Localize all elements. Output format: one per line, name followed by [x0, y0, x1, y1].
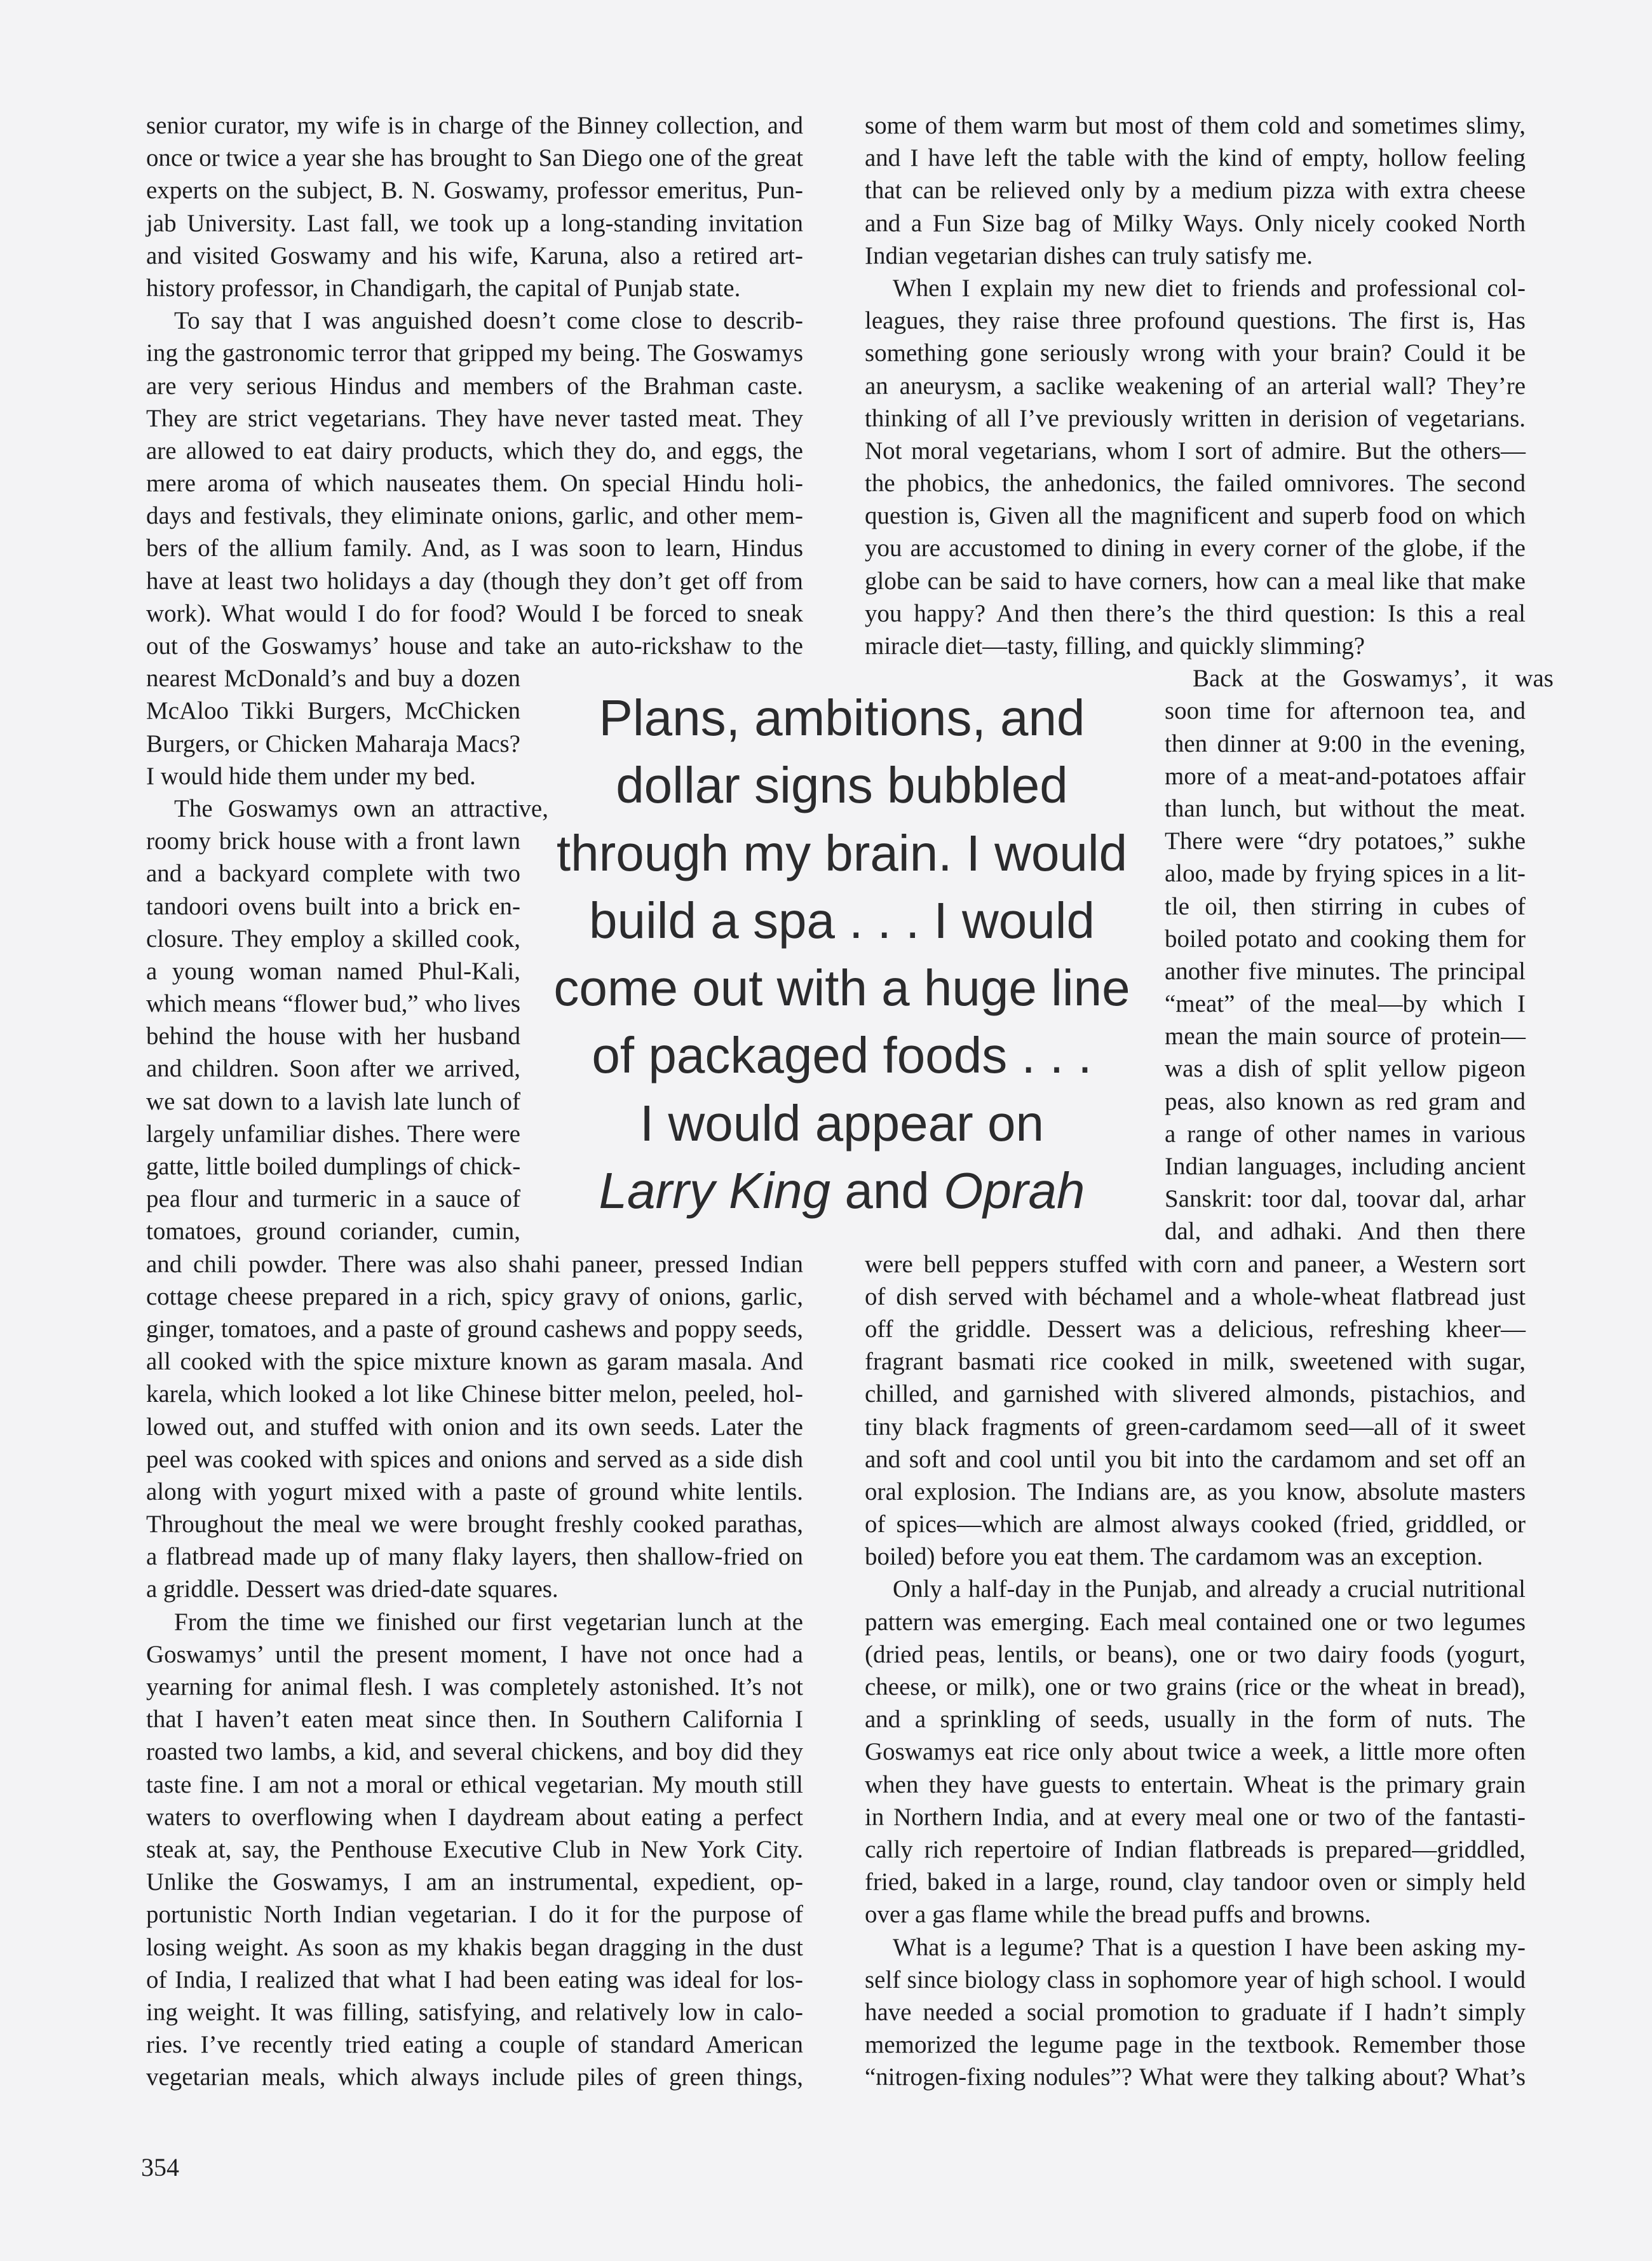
- text-line-content: karela, which looked a lot like Chinese bitter melon, peeled, hol-: [146, 1380, 803, 1408]
- text-line-content: largely unfamiliar dishes. There were: [146, 1120, 520, 1148]
- text-line-content: another five minutes. The principal: [1165, 957, 1526, 985]
- text-line-content: all cooked with the spice mixture known as garam masala. And: [146, 1348, 803, 1376]
- text-line-content: To say that I was anguished doesn’t come close to describ-: [174, 307, 803, 335]
- text-line-content: and visited Goswamy and his wife, Karuna, also a retired art-: [146, 241, 803, 269]
- text-line-content: yearning for animal flesh. I was completely astonished. It’s not: [146, 1673, 803, 1701]
- text-line-content: of spices—which are almost always cooked (fried, griddled, or: [865, 1511, 1526, 1538]
- text-line-content: Throughout the meal we were brought freshly cooked parathas,: [146, 1511, 803, 1538]
- text-line-content: boiled) before you eat them. The cardamom was an exception.: [865, 1543, 1483, 1571]
- text-line-content: mere aroma of which nauseates them. On special Hindu holi-: [146, 470, 803, 498]
- text-line-content: Burgers, or Chicken Maharaja Macs?: [146, 730, 520, 757]
- text-line: [865, 1931, 1526, 1964]
- text-line: [146, 825, 520, 857]
- text-line: [146, 1833, 803, 1866]
- text-line-content: are allowed to eat dairy products, which they do, and eggs, the: [146, 437, 803, 465]
- pull-quote-text: come out with a huge line: [553, 960, 1130, 1017]
- text-line-content: Indian languages, including ancient: [1165, 1153, 1526, 1180]
- text-line-content: we sat down to a lavish late lunch of: [146, 1087, 520, 1115]
- text-line: [865, 1540, 1526, 1573]
- text-line-content: have needed a social promotion to graduate if I hadn’t simply: [865, 1998, 1526, 2026]
- text-line: [146, 1931, 803, 1964]
- text-line: [146, 1606, 803, 1638]
- text-line: [146, 1443, 803, 1476]
- text-line: [865, 1964, 1526, 1996]
- text-line-content: and soft and cool until you bit into the cardamom and set off an: [865, 1445, 1526, 1473]
- text-line-content: ing the gastronomic terror that gripped my being. The Goswamys: [146, 339, 803, 367]
- text-line: [1165, 662, 1554, 695]
- text-line: [865, 402, 1526, 435]
- text-line-content: dal, and adhaki. And then there: [1165, 1218, 1526, 1246]
- text-line-content: tomatoes, ground coriander, cumin,: [146, 1218, 520, 1246]
- text-line: [146, 955, 520, 988]
- text-line-content: and a Fun Size bag of Milky Ways. Only nicely cooked North: [865, 209, 1526, 237]
- text-line: [146, 988, 520, 1020]
- text-line-content: taste fine. I am not a moral or ethical vegetarian. My mouth still: [146, 1770, 803, 1798]
- text-line-content: chilled, and garnished with slivered almonds, pistachios, and: [865, 1380, 1526, 1408]
- text-line-content: you are accustomed to dining in every corner of the globe, if the: [865, 534, 1526, 562]
- text-line: [146, 1476, 803, 1508]
- text-line: [146, 207, 803, 240]
- pull-quote-text: of packaged foods . . .: [592, 1027, 1092, 1084]
- text-line-content: Only a half-day in the Punjab, and already a crucial nutritional: [893, 1575, 1526, 1603]
- text-line: [146, 1118, 520, 1150]
- text-line-content: They are strict vegetarians. They have never tasted meat. They: [146, 404, 803, 432]
- text-line: [1165, 1052, 1526, 1085]
- text-line: [865, 1248, 1526, 1280]
- text-line-content: than lunch, but without the meat.: [1165, 794, 1526, 822]
- text-line-content: There were “dry potatoes,” sukhe: [1165, 827, 1526, 855]
- text-line: [146, 1313, 803, 1345]
- text-line-content: a griddle. Dessert was dried-date squares.: [146, 1575, 559, 1603]
- text-line: [865, 1833, 1526, 1866]
- text-line-content: along with yogurt mixed with a paste of ground white lentils.: [146, 1477, 803, 1505]
- show-title-oprah: Oprah: [944, 1162, 1085, 1219]
- text-line: [865, 1898, 1526, 1931]
- text-line-content: ing weight. It was filling, satisfying, and relatively low in calo-: [146, 1998, 803, 2026]
- text-line: [865, 1769, 1526, 1801]
- text-line: [865, 565, 1526, 597]
- text-line-content: of India, I realized that what I had been eating was ideal for los-: [146, 1966, 803, 1993]
- pull-quote-line: [546, 752, 1137, 819]
- text-line-content: soon time for afternoon tea, and: [1165, 697, 1526, 725]
- text-line-content: senior curator, my wife is in charge of the Binney collection, and: [146, 112, 803, 139]
- text-line: [865, 1476, 1526, 1508]
- text-line-content: Goswamys eat rice only about twice a week, a little more often: [865, 1738, 1526, 1766]
- text-line-content: of dish served with béchamel and a whole-wheat flatbread just: [865, 1282, 1526, 1310]
- text-line: [865, 435, 1526, 467]
- text-line-content: experts on the subject, B. N. Goswamy, professor emeritus, Pun-: [146, 177, 803, 205]
- text-line-content: cottage cheese prepared in a rich, spicy gravy of onions, garlic,: [146, 1282, 803, 1310]
- text-line-content: From the time we finished our first vegetarian lunch at the: [174, 1608, 803, 1636]
- text-line: [865, 1606, 1526, 1638]
- text-line-content: cheese, or milk), one or two grains (rice or the wheat in bread),: [865, 1673, 1526, 1701]
- text-line: [146, 2028, 803, 2061]
- text-line-content: Not moral vegetarians, whom I sort of admire. But the others—: [865, 437, 1526, 465]
- text-line: [865, 1443, 1526, 1476]
- text-line-content: mean the main source of protein—: [1165, 1022, 1526, 1050]
- text-line: [865, 272, 1526, 304]
- text-line: [146, 792, 548, 825]
- text-line-content: peel was cooked with spices and onions and served as a side dish: [146, 1445, 803, 1473]
- text-line: [865, 337, 1526, 369]
- text-line: [146, 1345, 803, 1378]
- text-line-content: more of a meat-and-potatoes affair: [1165, 762, 1526, 790]
- text-line-content: out of the Goswamys’ house and take an auto-rickshaw to the: [146, 632, 803, 660]
- text-line-content: ries. I’ve recently tried eating a couple of standard American: [146, 2031, 803, 2059]
- text-line-content: work). What would I do for food? Would I be forced to sneak: [146, 599, 803, 627]
- text-line-content: closure. They employ a skilled cook,: [146, 925, 520, 953]
- text-line-content: memorized the legume page in the textbook. Remember those: [865, 2031, 1526, 2059]
- text-line: [146, 1183, 520, 1215]
- text-line: [865, 1313, 1526, 1345]
- text-line-content: that can be relieved only by a medium pizza with extra cheese: [865, 177, 1526, 205]
- text-line: [865, 1801, 1526, 1833]
- text-line: [146, 630, 803, 662]
- text-line-content: pea flour and turmeric in a sauce of: [146, 1185, 520, 1213]
- pull-quote-line: [546, 1022, 1137, 1089]
- text-line: [146, 370, 803, 402]
- text-line: [865, 304, 1526, 337]
- text-line: [146, 272, 803, 304]
- text-line: [146, 1996, 803, 2028]
- text-line: [1165, 1215, 1526, 1247]
- text-line: [146, 695, 520, 727]
- text-line-content: in Northern India, and at every meal one or two of the fantasti-: [865, 1803, 1526, 1831]
- text-line: [146, 1508, 803, 1540]
- text-line: [146, 109, 803, 142]
- text-line: [1165, 1118, 1526, 1150]
- text-line-content: cally rich repertoire of Indian flatbreads is prepared—griddled,: [865, 1835, 1526, 1863]
- text-line-content: ginger, tomatoes, and a paste of ground cashews and poppy seeds,: [146, 1315, 803, 1343]
- text-line: [865, 1508, 1526, 1540]
- text-line: [865, 1996, 1526, 2028]
- text-line-content: something gone seriously wrong with your brain? Could it be: [865, 339, 1526, 367]
- text-line: [146, 402, 803, 435]
- text-line: [146, 923, 520, 955]
- text-line-content: jab University. Last fall, we took up a long-standing invitation: [146, 209, 803, 237]
- text-line-content: and children. Soon after we arrived,: [146, 1055, 520, 1083]
- pull-quote-line: [546, 820, 1137, 887]
- text-line-content: bers of the allium family. And, as I was soon to learn, Hindus: [146, 534, 803, 562]
- text-line-content: McAloo Tikki Burgers, McChicken: [146, 697, 520, 725]
- text-line-content: over a gas flame while the bread puffs and browns.: [865, 1901, 1371, 1929]
- text-line: [146, 435, 803, 467]
- text-line: [146, 1638, 803, 1671]
- pull-quote-text: build a spa . . . I would: [588, 892, 1095, 949]
- text-line: [146, 499, 803, 532]
- text-line-content: Sanskrit: toor dal, toovar dal, arhar: [1165, 1185, 1526, 1213]
- text-line-content: vegetarian meals, which always include piles of green things,: [146, 2063, 803, 2091]
- text-line-content: roomy brick house with a front lawn: [146, 827, 520, 855]
- pull-quote-line: [546, 954, 1137, 1022]
- text-line-content: What is a legume? That is a question I have been asking my-: [893, 1933, 1526, 1961]
- text-line: [865, 499, 1526, 532]
- text-line: [865, 207, 1526, 240]
- text-line-content: boiled potato and cooking them for: [1165, 925, 1526, 953]
- text-line: [1165, 1150, 1526, 1183]
- text-line-content: Goswamys’ until the present moment, I have not once had a: [146, 1640, 803, 1668]
- text-line: [1165, 728, 1526, 760]
- text-line-content: “nitrogen-fixing nodules”? What were they talking about? What’s: [865, 2063, 1526, 2091]
- text-line: [146, 1866, 803, 1898]
- text-line: [865, 597, 1526, 630]
- text-line-content: lowed out, and stuffed with onion and its own seeds. Later the: [146, 1413, 803, 1441]
- text-line-content: and a sprinkling of seeds, usually in the form of nuts. The: [865, 1706, 1526, 1734]
- pull-quote-text: dollar signs bubbled: [616, 757, 1068, 814]
- text-line: [146, 240, 803, 272]
- text-line-content: The Goswamys own an attractive,: [174, 794, 548, 822]
- text-line-content: some of them warm but most of them cold and sometimes slimy,: [865, 112, 1526, 139]
- text-line: [146, 304, 803, 337]
- text-line-content: have at least two holidays a day (though they don’t get off from: [146, 567, 803, 595]
- text-line: [146, 1801, 803, 1833]
- text-line-content: question is, Given all the magnificent and superb food on which: [865, 502, 1526, 530]
- text-line-content: roasted two lambs, a kid, and several chickens, and boy did they: [146, 1738, 803, 1766]
- text-line: [146, 1085, 520, 1118]
- text-line: [1165, 1020, 1526, 1052]
- pull-quote-line: [546, 1157, 1137, 1225]
- text-line-content: losing weight. As soon as my khakis began dragging in the dust: [146, 1933, 803, 1961]
- text-line-content: when they have guests to entertain. Wheat is the primary grain: [865, 1770, 1526, 1798]
- text-line: [146, 174, 803, 207]
- pull-quote-line: [546, 887, 1137, 954]
- pull-quote-text: through my brain. I would: [556, 824, 1128, 881]
- text-line-content: were bell peppers stuffed with corn and paneer, a Western sort: [865, 1250, 1526, 1278]
- text-line: [1165, 695, 1526, 727]
- text-line-content: thinking of all I’ve previously written in derision of vegetarians.: [865, 404, 1526, 432]
- text-line: [865, 532, 1526, 564]
- pull-quote-text: Plans, ambitions, and: [599, 689, 1085, 746]
- text-line: [146, 1898, 803, 1931]
- text-line-content: aloo, made by frying spices in a lit-: [1165, 860, 1526, 888]
- text-line-content: pattern was emerging. Each meal contained one or two legumes: [865, 1608, 1526, 1636]
- text-line: [865, 2028, 1526, 2061]
- text-line: [146, 1215, 520, 1247]
- text-line: [146, 890, 520, 923]
- text-line-content: (dried peas, lentils, or beans), one or two dairy foods (yogurt,: [865, 1640, 1526, 1668]
- text-line: [1165, 760, 1526, 792]
- text-line-content: then dinner at 9:00 in the evening,: [1165, 730, 1526, 757]
- text-line: [1165, 890, 1526, 923]
- text-line-content: was a dish of split yellow pigeon: [1165, 1055, 1526, 1083]
- text-line-content: Back at the Goswamys’, it was: [1193, 665, 1554, 693]
- text-line: [146, 532, 803, 564]
- text-line-content: a range of other names in various: [1165, 1120, 1526, 1148]
- text-line: [865, 370, 1526, 402]
- text-line: [865, 1378, 1526, 1410]
- text-line-content: fried, baked in a large, round, clay tandoor oven or simply held: [865, 1868, 1526, 1896]
- text-line-content: leagues, they raise three profound questions. The first is, Has: [865, 307, 1526, 335]
- text-line: [865, 1735, 1526, 1768]
- text-line-content: history professor, in Chandigarh, the capital of Punjab state.: [146, 274, 741, 302]
- text-line: [146, 1769, 803, 1801]
- text-line: [865, 1345, 1526, 1378]
- text-line-content: an aneurysm, a saclike weakening of an arterial wall? They’re: [865, 372, 1526, 400]
- text-line-content: portunistic North Indian vegetarian. I do it for the purpose of: [146, 1901, 803, 1929]
- text-line: [865, 467, 1526, 499]
- text-line: [865, 2061, 1526, 2093]
- text-line-content: gatte, little boiled dumplings of chick-: [146, 1153, 520, 1180]
- text-line: [146, 565, 803, 597]
- text-line: [146, 1964, 803, 1996]
- text-line: [146, 1411, 803, 1443]
- text-line: [146, 467, 803, 499]
- text-line: [146, 1280, 803, 1313]
- text-line: [146, 1671, 803, 1703]
- text-line-content: steak at, say, the Penthouse Executive Club in New York City.: [146, 1835, 803, 1863]
- text-line: [1165, 825, 1526, 857]
- pull-quote: [546, 684, 1137, 1225]
- text-line: [865, 1411, 1526, 1443]
- text-line: [146, 1735, 803, 1768]
- text-line: [865, 630, 1526, 662]
- text-line-content: Indian vegetarian dishes can truly satisfy me.: [865, 241, 1313, 269]
- text-line: [1165, 923, 1526, 955]
- text-line-content: days and festivals, they eliminate onions, garlic, and other mem-: [146, 502, 803, 530]
- text-line: [865, 1573, 1526, 1605]
- text-line: [146, 760, 520, 792]
- text-line-content: tiny black fragments of green-cardamom seed—all of it sweet: [865, 1413, 1526, 1441]
- pull-quote-line: [546, 684, 1137, 752]
- text-line-content: nearest McDonald’s and buy a dozen: [146, 665, 520, 693]
- text-line-content: waters to overflowing when I daydream about eating a perfect: [146, 1803, 803, 1831]
- text-line-content: fragrant basmati rice cooked in milk, sweetened with sugar,: [865, 1348, 1526, 1376]
- pull-quote-line: [546, 1090, 1137, 1157]
- text-line: [146, 1540, 803, 1573]
- text-line: [146, 1248, 803, 1280]
- text-line: [865, 240, 1526, 272]
- text-line-content: and chili powder. There was also shahi paneer, pressed Indian: [146, 1250, 803, 1278]
- text-line: [865, 142, 1526, 174]
- text-line: [146, 142, 803, 174]
- text-line: [1165, 857, 1526, 890]
- text-line-content: once or twice a year she has brought to San Diego one of the great: [146, 144, 803, 172]
- text-line-content: that I haven’t eaten meat since then. In Southern California I: [146, 1706, 803, 1734]
- text-line: [146, 2061, 803, 2093]
- text-line: [865, 1671, 1526, 1703]
- text-line-content: the phobics, the anhedonics, the failed omnivores. The second: [865, 470, 1526, 498]
- text-line-content: peas, also known as red gram and: [1165, 1087, 1526, 1115]
- text-line: [865, 174, 1526, 207]
- text-line: [865, 1638, 1526, 1671]
- pull-quote-text: I would appear on: [639, 1094, 1044, 1151]
- show-title-larry-king: Larry King: [599, 1162, 831, 1219]
- text-line: [1165, 792, 1526, 825]
- text-line-content: oral explosion. The Indians are, as you know, absolute masters: [865, 1477, 1526, 1505]
- text-line: [1165, 955, 1526, 988]
- text-line: [146, 337, 803, 369]
- text-line: [146, 728, 520, 760]
- text-line: [865, 1866, 1526, 1898]
- text-line-content: which means “flower bud,” who lives: [146, 990, 520, 1018]
- text-line-content: globe can be said to have corners, how can a meal like that make: [865, 567, 1526, 595]
- text-line-content: I would hide them under my bed.: [146, 762, 476, 790]
- text-line: [1165, 988, 1526, 1020]
- text-line-content: When I explain my new diet to friends and professional col-: [893, 274, 1526, 302]
- text-line: [146, 662, 520, 695]
- text-line: [865, 1280, 1526, 1313]
- text-line: [146, 857, 520, 890]
- text-line-content: and I have left the table with the kind of empty, hollow feeling: [865, 144, 1526, 172]
- text-line: [146, 1573, 803, 1605]
- text-line-content: are very serious Hindus and members of the Brahman caste.: [146, 372, 803, 400]
- text-line: [1165, 1085, 1526, 1118]
- text-line-content: miracle diet—tasty, filling, and quickly slimming?: [865, 632, 1365, 660]
- page-number: 354: [141, 2153, 179, 2182]
- text-line-content: tle oil, then stirring in cubes of: [1165, 892, 1526, 920]
- text-line-content: self since biology class in sophomore year of high school. I would: [865, 1966, 1526, 1993]
- text-line-content: tandoori ovens built into a brick en-: [146, 892, 520, 920]
- text-line: [146, 1150, 520, 1183]
- text-line-content: Unlike the Goswamys, I am an instrumental, expedient, op-: [146, 1868, 803, 1896]
- pull-quote-joiner: and: [844, 1162, 930, 1219]
- text-line: [146, 1703, 803, 1735]
- text-line: [146, 1378, 803, 1410]
- text-line-content: and a backyard complete with two: [146, 860, 520, 888]
- text-line: [1165, 1183, 1526, 1215]
- text-line-content: you happy? And then there’s the third question: Is this a real: [865, 599, 1526, 627]
- text-line-content: behind the house with her husband: [146, 1022, 520, 1050]
- text-line-content: a young woman named Phul-Kali,: [146, 957, 520, 985]
- pull-quote-text: [599, 1157, 1085, 1225]
- text-line-content: “meat” of the meal—by which I: [1165, 990, 1526, 1018]
- text-line: [865, 109, 1526, 142]
- text-line-content: a flatbread made up of many flaky layers, then shallow-fried on: [146, 1543, 803, 1571]
- text-line: [146, 1052, 520, 1085]
- text-line: [865, 1703, 1526, 1735]
- text-line: [146, 1020, 520, 1052]
- text-line-content: off the griddle. Dessert was a delicious, refreshing kheer—: [865, 1315, 1526, 1343]
- text-line: [146, 597, 803, 630]
